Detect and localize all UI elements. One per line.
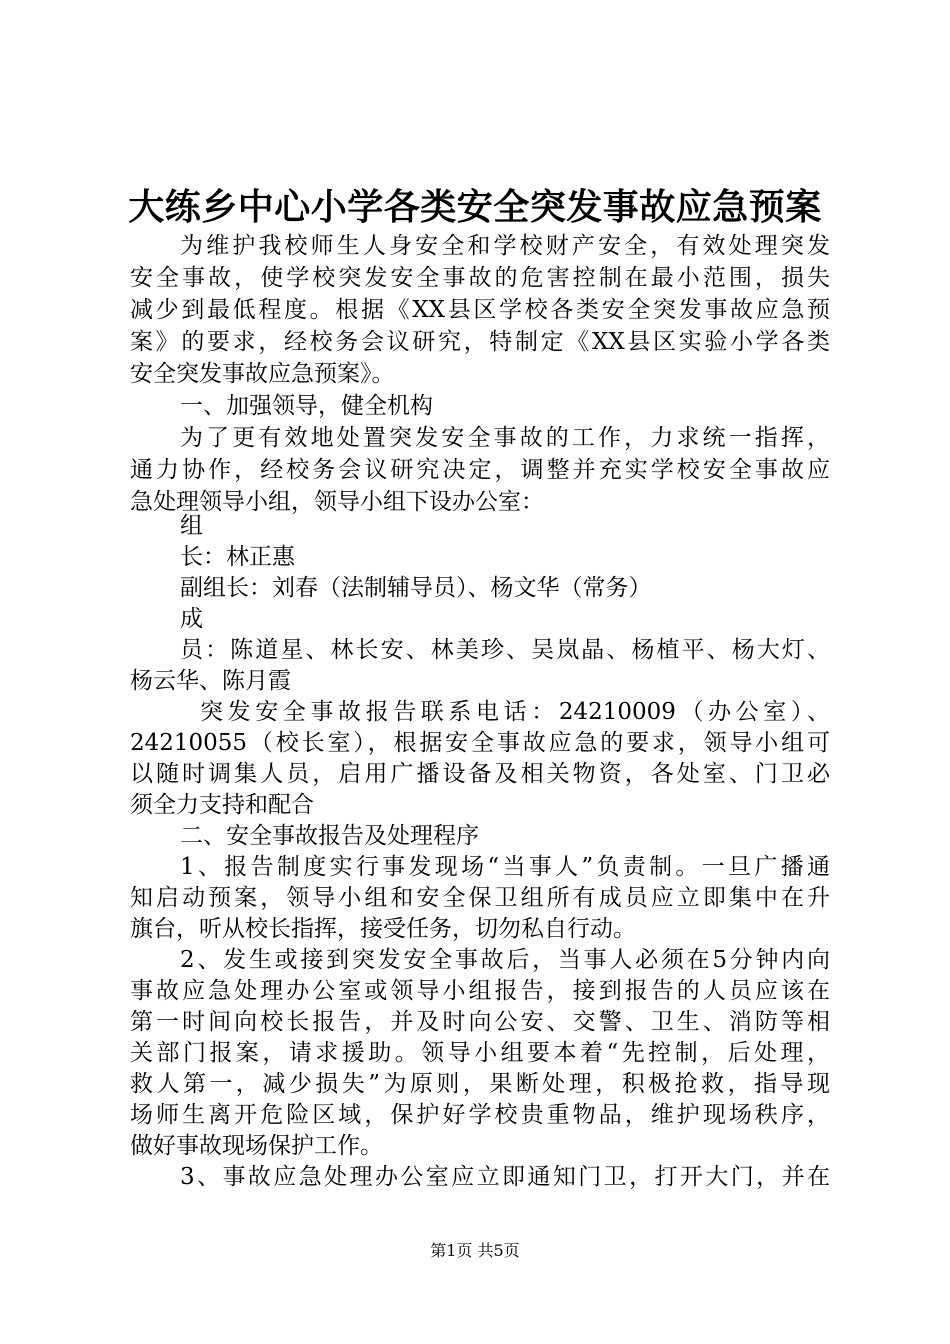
paragraph-line: 为维护我校师生人身安全和学校财产安全，有效处理突发 bbox=[180, 233, 830, 259]
paragraph-line: 知启动预案，领导小组和安全保卫组所有成员应立即集中在升 bbox=[130, 885, 830, 911]
paragraph-line: 场师生离开危险区域，保护好学校贵重物品，维护现场秩序， bbox=[130, 1102, 830, 1128]
paragraph-line: 组 bbox=[180, 513, 203, 539]
paragraph-line: 须全力支持和配合 bbox=[130, 792, 314, 818]
paragraph-line: 做好事故现场保护工作。 bbox=[130, 1133, 383, 1159]
paragraph-line: 案》的要求，经校务会议研究，特制定《XX县区实验小学各类 bbox=[130, 329, 830, 355]
section-heading: 一、加强领导，健全机构 bbox=[180, 393, 433, 419]
paragraph-line: 1、报告制度实行事发现场“当事人”负责制。一旦广播通 bbox=[180, 854, 830, 880]
paragraph-line: 安全突发事故应急预案》。 bbox=[130, 361, 395, 387]
paragraph-line: 24210055（校长室），根据安全事故应急的要求，领导小组可 bbox=[130, 730, 830, 756]
paragraph-line: 员：陈道星、林长安、林美珍、吴岚晶、杨植平、杨大灯、 bbox=[180, 637, 830, 663]
paragraph-line: 以随时调集人员，启用广播设备及相关物资，各处室、门卫必 bbox=[130, 761, 830, 787]
paragraph-line: 第一时间向校长报告，并及时向公安、交警、卫生、消防等相 bbox=[130, 1009, 830, 1035]
paragraph-line: 成 bbox=[180, 606, 203, 632]
paragraph-line: 通力协作，经校务会议研究决定，调整并充实学校安全事故应 bbox=[130, 457, 830, 483]
paragraph-line: 急处理领导小组，领导小组下设办公室： bbox=[130, 489, 544, 515]
paragraph-line: 长：林正惠 bbox=[180, 544, 295, 570]
section-heading: 二、安全事故报告及处理程序 bbox=[180, 823, 479, 849]
paragraph-line: 3、事故应急处理办公室应立即通知门卫，打开大门，并在 bbox=[180, 1164, 830, 1190]
document-title: 大练乡中心小学各类安全突发事故应急预案 bbox=[128, 186, 822, 228]
paragraph-line: 为了更有效地处置突发安全事故的工作，力求统一指挥， bbox=[180, 425, 830, 451]
paragraph-line: 杨云华、陈月霞 bbox=[130, 668, 291, 694]
paragraph-line: 安全事故，使学校突发安全事故的危害控制在最小范围，损失 bbox=[130, 265, 830, 291]
paragraph-line: 副组长：刘春（法制辅导员）、杨文华（常务） bbox=[180, 575, 652, 601]
paragraph-line: 关部门报案，请求援助。领导小组要本着“先控制，后处理， bbox=[130, 1040, 830, 1066]
paragraph-line: 事故应急处理办公室或领导小组报告，接到报告的人员应该在 bbox=[130, 978, 830, 1004]
page-footer: 第1页 共5页 bbox=[430, 1241, 520, 1260]
paragraph-line: 减少到最低程度。根据《XX县区学校各类安全突发事故应急预 bbox=[130, 297, 830, 323]
paragraph-line: 2、发生或接到突发安全事故后，当事人必须在5分钟内向 bbox=[180, 947, 830, 973]
paragraph-line: 突发安全事故报告联系电话：24210009（办公室）、 bbox=[200, 699, 830, 725]
paragraph-line: 救人第一，减少损失”为原则，果断处理，积极抢救，指导现 bbox=[130, 1071, 830, 1097]
paragraph-line: 旗台，听从校长指挥，接受任务，切勿私自行动。 bbox=[130, 916, 636, 942]
